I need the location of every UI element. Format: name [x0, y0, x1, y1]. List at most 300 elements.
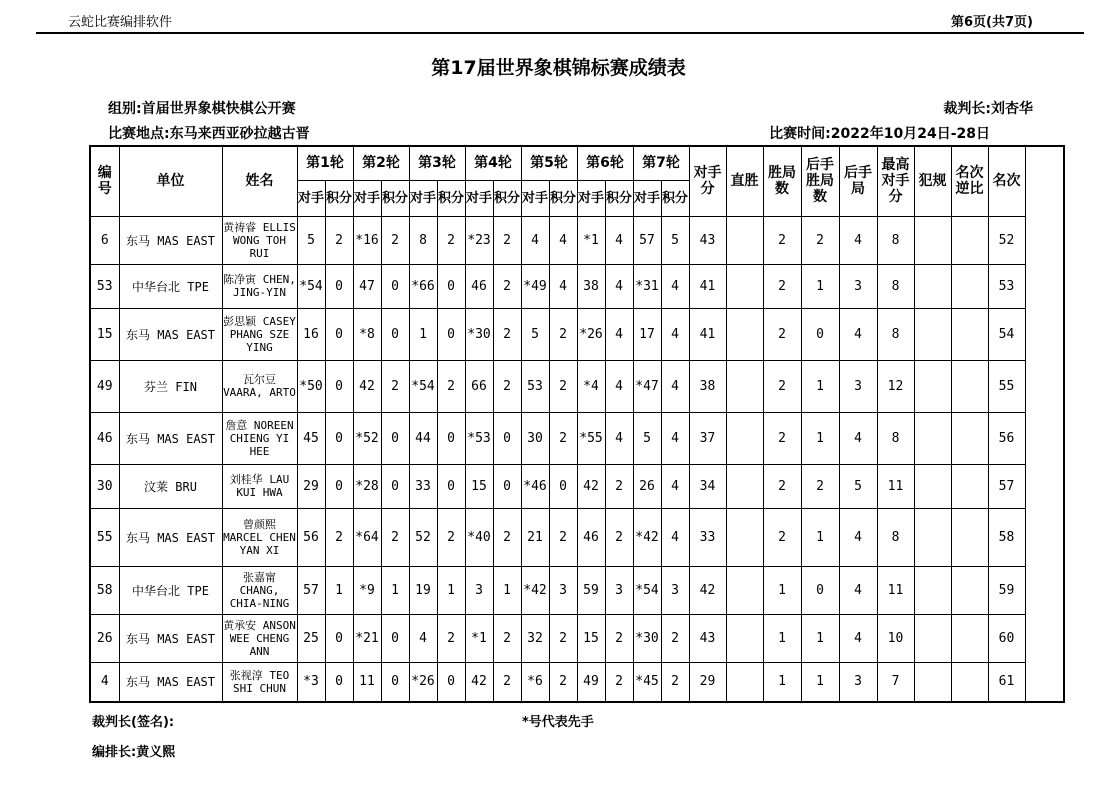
cell-opponent: 45	[297, 412, 325, 464]
cell-opponent: 38	[577, 264, 605, 308]
cell-points: 0	[549, 464, 577, 508]
col-name: 姓名	[222, 146, 297, 216]
cell-max-opp: 10	[877, 614, 914, 662]
cell-unit: 东马 MAS EAST	[119, 614, 222, 662]
cell-name: 张嘉甯 CHANG, CHIA-NING	[222, 566, 297, 614]
col-pts: 积分	[661, 180, 689, 216]
cell-direct	[726, 614, 763, 662]
cell-back-wins: 1	[801, 412, 839, 464]
cell-points: 2	[493, 508, 521, 566]
col-opp: 对手	[577, 180, 605, 216]
cell-points: 4	[661, 360, 689, 412]
cell-opponent: *23	[465, 216, 493, 264]
cell-rank: 58	[988, 508, 1025, 566]
cell-points: 1	[381, 566, 409, 614]
cell-opponent: 3	[465, 566, 493, 614]
cell-max-opp: 8	[877, 308, 914, 360]
cell-direct	[726, 662, 763, 702]
cell-back-games: 4	[839, 566, 877, 614]
cell-points: 2	[493, 308, 521, 360]
cell-wins: 1	[763, 566, 801, 614]
cell-opponent: *52	[353, 412, 381, 464]
cell-points: 0	[493, 412, 521, 464]
cell-opp-score: 38	[689, 360, 726, 412]
col-rank: 名次	[988, 146, 1025, 216]
cell-points: 2	[661, 662, 689, 702]
cell-points: 4	[605, 412, 633, 464]
col-round-7: 第7轮	[633, 146, 689, 180]
cell-fouls	[914, 412, 951, 464]
cell-points: 2	[549, 508, 577, 566]
cell-opponent: 66	[465, 360, 493, 412]
cell-points: 4	[661, 464, 689, 508]
cell-points: 0	[325, 360, 353, 412]
col-tiebreak: 名次逆比	[951, 146, 988, 216]
cell-tiebreak	[951, 566, 988, 614]
cell-opponent: *4	[577, 360, 605, 412]
cell-opponent: *55	[577, 412, 605, 464]
cell-opponent: 25	[297, 614, 325, 662]
cell-no: 26	[90, 614, 119, 662]
cell-opponent: 17	[633, 308, 661, 360]
cell-no: 53	[90, 264, 119, 308]
cell-points: 0	[381, 412, 409, 464]
cell-no: 55	[90, 508, 119, 566]
cell-back-games: 3	[839, 360, 877, 412]
cell-no: 4	[90, 662, 119, 702]
cell-opponent: 53	[521, 360, 549, 412]
col-fouls: 犯规	[914, 146, 951, 216]
cell-opponent: 29	[297, 464, 325, 508]
cell-points: 4	[605, 216, 633, 264]
cell-back-wins: 2	[801, 464, 839, 508]
cell-back-games: 4	[839, 216, 877, 264]
cell-points: 4	[605, 308, 633, 360]
col-pts: 积分	[325, 180, 353, 216]
cell-points: 4	[605, 360, 633, 412]
cell-name: 刘桂华 LAU KUI HWA	[222, 464, 297, 508]
cell-name: 黄祷睿 ELLIS WONG TOH RUI	[222, 216, 297, 264]
cell-points: 0	[381, 308, 409, 360]
table-row	[90, 412, 1064, 464]
col-round-3: 第3轮	[409, 146, 465, 180]
cell-opponent: 21	[521, 508, 549, 566]
match-time-label: 比赛时间:2022年10月24日-28日	[769, 126, 990, 142]
cell-direct	[726, 464, 763, 508]
col-opp: 对手	[633, 180, 661, 216]
col-max-opp: 最高对手分	[877, 146, 914, 216]
cell-points: 2	[381, 508, 409, 566]
cell-points: 0	[437, 464, 465, 508]
cell-opp-score: 43	[689, 216, 726, 264]
cell-points: 0	[437, 308, 465, 360]
cell-rank: 57	[988, 464, 1025, 508]
cell-points: 4	[549, 264, 577, 308]
cell-points: 0	[325, 464, 353, 508]
cell-points: 3	[605, 566, 633, 614]
cell-direct	[726, 264, 763, 308]
table-row	[90, 308, 1064, 360]
cell-fouls	[914, 662, 951, 702]
cell-opponent: 47	[353, 264, 381, 308]
cell-points: 0	[381, 614, 409, 662]
cell-tiebreak	[951, 614, 988, 662]
col-pts: 积分	[381, 180, 409, 216]
table-row	[90, 508, 1064, 566]
cell-points: 0	[325, 308, 353, 360]
cell-opp-score: 42	[689, 566, 726, 614]
cell-points: 4	[605, 264, 633, 308]
cell-opponent: 19	[409, 566, 437, 614]
cell-back-games: 4	[839, 308, 877, 360]
cell-max-opp: 12	[877, 360, 914, 412]
cell-points: 2	[437, 508, 465, 566]
cell-max-opp: 8	[877, 264, 914, 308]
cell-opponent: *1	[577, 216, 605, 264]
table-row	[90, 614, 1064, 662]
cell-opponent: 11	[353, 662, 381, 702]
col-opp: 对手	[297, 180, 325, 216]
cell-fouls	[914, 216, 951, 264]
cell-points: 4	[661, 308, 689, 360]
cell-opponent: *54	[409, 360, 437, 412]
cell-opponent: 5	[633, 412, 661, 464]
page-title: 第17届世界象棋锦标赛成绩表	[431, 57, 686, 79]
cell-direct	[726, 566, 763, 614]
cell-points: 0	[493, 464, 521, 508]
col-round-4: 第4轮	[465, 146, 521, 180]
cell-points: 0	[325, 412, 353, 464]
cell-wins: 2	[763, 264, 801, 308]
col-back-games: 后手局	[839, 146, 877, 216]
cell-opponent: 56	[297, 508, 325, 566]
col-opp: 对手	[521, 180, 549, 216]
cell-back-wins: 1	[801, 264, 839, 308]
cell-tiebreak	[951, 464, 988, 508]
cell-no: 6	[90, 216, 119, 264]
cell-wins: 1	[763, 614, 801, 662]
cell-tiebreak	[951, 508, 988, 566]
cell-points: 2	[549, 614, 577, 662]
cell-direct	[726, 308, 763, 360]
col-no: 编号	[90, 146, 119, 216]
cell-opponent: 4	[409, 614, 437, 662]
cell-fouls	[914, 308, 951, 360]
col-opp: 对手	[465, 180, 493, 216]
cell-rank: 54	[988, 308, 1025, 360]
cell-rank: 53	[988, 264, 1025, 308]
col-pts: 积分	[605, 180, 633, 216]
cell-opp-score: 33	[689, 508, 726, 566]
cell-no: 30	[90, 464, 119, 508]
cell-unit: 中华台北 TPE	[119, 264, 222, 308]
cell-unit: 东马 MAS EAST	[119, 308, 222, 360]
cell-opponent: 46	[577, 508, 605, 566]
cell-back-games: 4	[839, 508, 877, 566]
cell-opponent: *30	[633, 614, 661, 662]
cell-opponent: *8	[353, 308, 381, 360]
col-back-wins: 后手胜局数	[801, 146, 839, 216]
cell-unit: 东马 MAS EAST	[119, 508, 222, 566]
cell-points: 2	[549, 360, 577, 412]
cell-direct	[726, 360, 763, 412]
cell-points: 3	[549, 566, 577, 614]
col-opp-score: 对手分	[689, 146, 726, 216]
cell-points: 2	[437, 360, 465, 412]
cell-back-wins: 1	[801, 662, 839, 702]
cell-opponent: 42	[353, 360, 381, 412]
cell-back-games: 4	[839, 412, 877, 464]
cell-max-opp: 11	[877, 464, 914, 508]
cell-opponent: 57	[633, 216, 661, 264]
cell-points: 2	[605, 464, 633, 508]
cell-points: 4	[549, 216, 577, 264]
col-direct: 直胜	[726, 146, 763, 216]
cell-unit: 汶莱 BRU	[119, 464, 222, 508]
cell-points: 2	[549, 412, 577, 464]
cell-wins: 1	[763, 662, 801, 702]
cell-back-wins: 0	[801, 308, 839, 360]
cell-points: 4	[661, 412, 689, 464]
page-indicator: 第6页(共7页)	[951, 15, 1033, 30]
cell-opponent: *49	[521, 264, 549, 308]
cell-points: 2	[661, 614, 689, 662]
cell-tiebreak	[951, 412, 988, 464]
cell-tiebreak	[951, 360, 988, 412]
cell-points: 0	[437, 264, 465, 308]
cell-name: 彭思颖 CASEY PHANG SZE YING	[222, 308, 297, 360]
table-row	[90, 360, 1064, 412]
cell-opponent: *1	[465, 614, 493, 662]
venue-label: 比赛地点:东马来西亚砂拉越古晋	[108, 126, 310, 142]
chief-referee-label: 裁判长:刘杏华	[943, 101, 1033, 117]
cell-opponent: 26	[633, 464, 661, 508]
cell-opponent: *31	[633, 264, 661, 308]
cell-points: 2	[493, 614, 521, 662]
cell-opponent: 42	[577, 464, 605, 508]
cell-opponent: *53	[465, 412, 493, 464]
cell-back-games: 3	[839, 662, 877, 702]
cell-opponent: 52	[409, 508, 437, 566]
cell-points: 4	[661, 264, 689, 308]
cell-opponent: *45	[633, 662, 661, 702]
cell-fouls	[914, 464, 951, 508]
cell-opponent: *30	[465, 308, 493, 360]
cell-opponent: 57	[297, 566, 325, 614]
cell-points: 5	[661, 216, 689, 264]
cell-opponent: *64	[353, 508, 381, 566]
header-row	[90, 146, 1064, 180]
cell-points: 2	[325, 508, 353, 566]
cell-opponent: *26	[409, 662, 437, 702]
cell-opp-score: 41	[689, 308, 726, 360]
cell-points: 0	[381, 264, 409, 308]
cell-opponent: 15	[465, 464, 493, 508]
cell-opponent: 5	[297, 216, 325, 264]
cell-name: 陈净寅 CHEN, JING-YIN	[222, 264, 297, 308]
cell-max-opp: 8	[877, 412, 914, 464]
cell-tiebreak	[951, 662, 988, 702]
cell-tiebreak	[951, 308, 988, 360]
cell-opp-score: 29	[689, 662, 726, 702]
cell-opponent: 1	[409, 308, 437, 360]
cell-points: 0	[381, 662, 409, 702]
cell-opp-score: 41	[689, 264, 726, 308]
table-row	[90, 216, 1064, 264]
cell-fouls	[914, 264, 951, 308]
first-move-note: *号代表先手	[522, 715, 594, 730]
cell-wins: 2	[763, 308, 801, 360]
cell-max-opp: 11	[877, 566, 914, 614]
cell-points: 0	[325, 264, 353, 308]
cell-opp-score: 43	[689, 614, 726, 662]
cell-name: 张视淳 TEO SHI CHUN	[222, 662, 297, 702]
cell-name: 黄承安 ANSON WEE CHENG ANN	[222, 614, 297, 662]
col-opp: 对手	[353, 180, 381, 216]
cell-opponent: *21	[353, 614, 381, 662]
header-divider	[36, 32, 1084, 34]
cell-opponent: *42	[633, 508, 661, 566]
cell-opponent: *16	[353, 216, 381, 264]
cell-back-games: 5	[839, 464, 877, 508]
cell-points: 2	[549, 662, 577, 702]
cell-opponent: 4	[521, 216, 549, 264]
cell-opponent: 49	[577, 662, 605, 702]
cell-direct	[726, 508, 763, 566]
cell-opponent: 32	[521, 614, 549, 662]
cell-rank: 59	[988, 566, 1025, 614]
cell-points: 2	[549, 308, 577, 360]
cell-wins: 2	[763, 464, 801, 508]
cell-no: 46	[90, 412, 119, 464]
col-pts: 积分	[549, 180, 577, 216]
cell-opponent: *50	[297, 360, 325, 412]
cell-back-wins: 1	[801, 614, 839, 662]
table-row	[90, 662, 1064, 702]
cell-unit: 东马 MAS EAST	[119, 216, 222, 264]
cell-unit: 东马 MAS EAST	[119, 662, 222, 702]
cell-tiebreak	[951, 216, 988, 264]
results-body	[90, 216, 1064, 702]
col-round-2: 第2轮	[353, 146, 409, 180]
cell-opponent: 46	[465, 264, 493, 308]
cell-direct	[726, 216, 763, 264]
cell-back-wins: 1	[801, 508, 839, 566]
cell-back-games: 4	[839, 614, 877, 662]
col-round-1: 第1轮	[297, 146, 353, 180]
cell-unit: 芬兰 FIN	[119, 360, 222, 412]
cell-opponent: *42	[521, 566, 549, 614]
cell-wins: 2	[763, 360, 801, 412]
results-table	[89, 145, 1065, 703]
table-row	[90, 566, 1064, 614]
cell-fouls	[914, 614, 951, 662]
col-pts: 积分	[437, 180, 465, 216]
cell-points: 2	[605, 508, 633, 566]
cell-opp-score: 34	[689, 464, 726, 508]
cell-points: 2	[493, 360, 521, 412]
cell-opponent: *54	[633, 566, 661, 614]
software-name: 云蛇比赛编排软件	[68, 15, 173, 30]
col-pts: 积分	[493, 180, 521, 216]
cell-wins: 2	[763, 508, 801, 566]
cell-name: 詹意 NOREEN CHIENG YI HEE	[222, 412, 297, 464]
cell-points: 2	[381, 360, 409, 412]
cell-back-games: 3	[839, 264, 877, 308]
cell-opponent: *9	[353, 566, 381, 614]
cell-opponent: 30	[521, 412, 549, 464]
cell-name: 瓦尔豆 VAARA, ARTO	[222, 360, 297, 412]
cell-fouls	[914, 360, 951, 412]
cell-opponent: *26	[577, 308, 605, 360]
cell-points: 2	[493, 662, 521, 702]
cell-points: 2	[437, 614, 465, 662]
cell-opponent: *6	[521, 662, 549, 702]
cell-back-wins: 1	[801, 360, 839, 412]
cell-opponent: *28	[353, 464, 381, 508]
cell-unit: 东马 MAS EAST	[119, 412, 222, 464]
cell-back-wins: 2	[801, 216, 839, 264]
cell-points: 2	[605, 662, 633, 702]
cell-rank: 52	[988, 216, 1025, 264]
cell-opponent: *40	[465, 508, 493, 566]
cell-wins: 2	[763, 412, 801, 464]
cell-points: 2	[437, 216, 465, 264]
cell-opponent: *46	[521, 464, 549, 508]
cell-opponent: 5	[521, 308, 549, 360]
cell-opponent: 44	[409, 412, 437, 464]
cell-rank: 56	[988, 412, 1025, 464]
cell-fouls	[914, 566, 951, 614]
arranger-label: 编排长:黄义熙	[92, 745, 176, 760]
col-opp: 对手	[409, 180, 437, 216]
cell-opponent: 16	[297, 308, 325, 360]
cell-rank: 60	[988, 614, 1025, 662]
cell-back-wins: 0	[801, 566, 839, 614]
cell-opponent: *54	[297, 264, 325, 308]
cell-unit: 中华台北 TPE	[119, 566, 222, 614]
cell-opponent: 33	[409, 464, 437, 508]
cell-max-opp: 7	[877, 662, 914, 702]
cell-points: 2	[493, 216, 521, 264]
cell-opponent: 15	[577, 614, 605, 662]
cell-points: 0	[381, 464, 409, 508]
cell-no: 58	[90, 566, 119, 614]
cell-no: 15	[90, 308, 119, 360]
cell-max-opp: 8	[877, 508, 914, 566]
cell-opponent: 8	[409, 216, 437, 264]
cell-points: 3	[661, 566, 689, 614]
cell-opponent: *47	[633, 360, 661, 412]
cell-points: 0	[325, 662, 353, 702]
cell-opponent: *66	[409, 264, 437, 308]
col-unit: 单位	[119, 146, 222, 216]
cell-opponent: 59	[577, 566, 605, 614]
cell-name: 曾颜熙 MARCEL CHEN YAN XI	[222, 508, 297, 566]
referee-signature-label: 裁判长(签名):	[92, 715, 175, 730]
cell-direct	[726, 412, 763, 464]
cell-points: 0	[437, 662, 465, 702]
cell-fouls	[914, 508, 951, 566]
cell-no: 49	[90, 360, 119, 412]
table-row	[90, 264, 1064, 308]
group-label: 组别:首届世界象棋快棋公开赛	[108, 101, 296, 117]
cell-points: 4	[661, 508, 689, 566]
cell-wins: 2	[763, 216, 801, 264]
table-row	[90, 464, 1064, 508]
cell-points: 0	[325, 614, 353, 662]
cell-rank: 55	[988, 360, 1025, 412]
